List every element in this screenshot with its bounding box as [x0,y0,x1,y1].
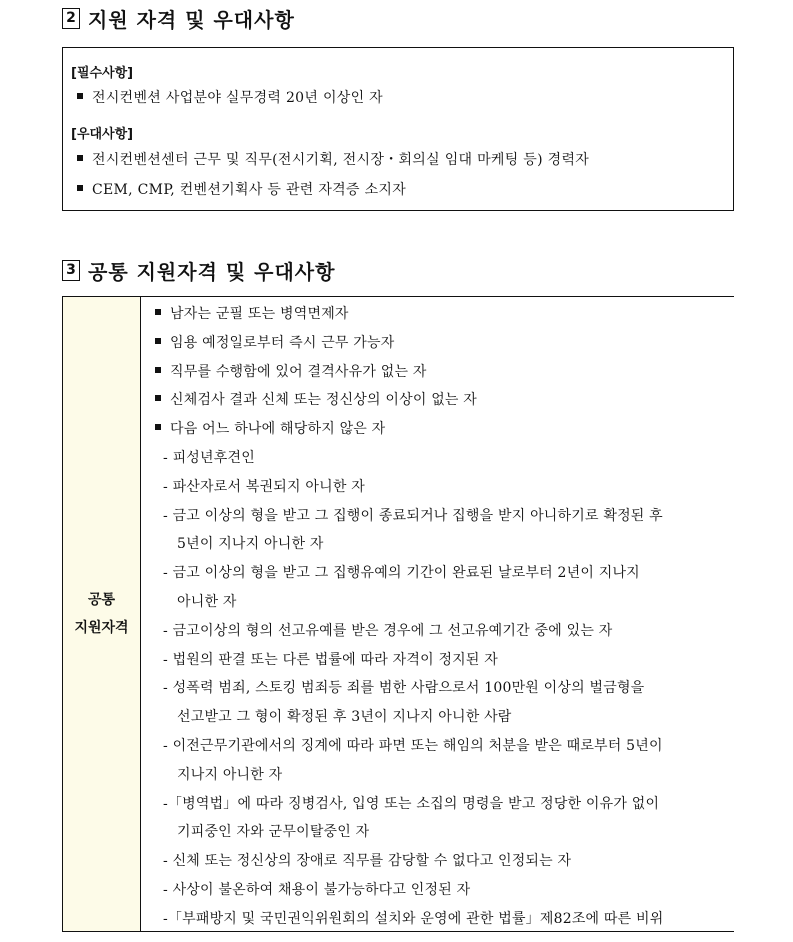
qualification-content-cell [141,297,734,931]
dash-item: - 이전근무기관에서의 징계에 따라 파면 또는 해임의 처분을 받은 때로부터 5년이 [163,738,663,754]
square-bullet-icon [155,309,161,315]
section-3-title [62,255,335,285]
dash-item: -「병역법」에 따라 징병검사, 입영 또는 소집의 명령을 받고 정당한 이유가 없이 [163,796,660,812]
dash-item-continuation: 지나지 아니한 자 [177,767,283,783]
required-label: [필수사항] [71,66,134,81]
section-2-title [62,3,295,33]
dash-item: - 금고이상의 형의 선고유예를 받은 경우에 그 선고유예기간 중에 있는 자 [163,623,613,639]
dash-item: - 파산자로서 복권되지 아니한 자 [163,479,365,495]
preferred-item: 전시컨벤션센터 근무 및 직무(전시기획, 전시장・회의실 임대 마케팅 등) 경력자 [77,149,589,169]
square-bullet-icon [155,338,161,344]
section-3-number: 3 [62,260,80,281]
dash-item: - 금고 이상의 형을 받고 그 집행유예의 기간이 완료된 날로부터 2년이 지나지 [163,565,640,581]
required-item: 전시컨벤션 사업분야 실무경력 20년 이상인 자 [77,87,383,107]
row-header-cell [63,297,141,931]
square-bullet-icon [77,155,83,161]
dash-item: - 피성년후견인 [163,450,255,466]
row-header-line-2: 지원자격 [74,620,129,636]
square-bullet-icon [155,424,161,430]
bullet-item: 직무를 수행함에 있어 결격사유가 없는 자 [155,361,427,381]
square-bullet-icon [155,367,161,373]
row-header-line-1: 공통 [87,592,116,608]
dash-item-continuation: 아니한 자 [177,594,237,610]
square-bullet-icon [155,395,161,401]
section-2-title-text: 지원 자격 및 우대사항 [88,7,295,32]
square-bullet-icon [77,185,83,191]
dash-item-continuation: 선고받고 그 형이 확정된 후 3년이 지나지 아니한 사람 [177,709,512,725]
bullet-item: 남자는 군필 또는 병역면제자 [155,303,349,323]
preferred-item: CEM, CMP, 컨벤션기획사 등 관련 자격증 소지자 [77,179,406,199]
dash-item: -「부패방지 및 국민권익위원회의 설치와 운영에 관한 법률」제82조에 따른 비위 [163,911,664,927]
dash-item: - 금고 이상의 형을 받고 그 집행이 종료되거나 집행을 받지 아니하기로 확정된 후 [163,508,663,524]
preferred-label: [우대사항] [71,127,134,142]
section-2-box [62,47,734,211]
dash-item-continuation: 기피중인 자와 군무이탈중인 자 [177,824,370,840]
square-bullet-icon [77,93,83,99]
bullet-item: 임용 예정일로부터 즉시 근무 가능자 [155,332,394,352]
dash-item: - 법원의 판결 또는 다른 법률에 따라 자격이 정지된 자 [163,652,498,668]
dash-item-continuation: 5년이 지나지 아니한 자 [177,536,324,552]
dash-item: - 성폭력 범죄, 스토킹 범죄등 죄를 범한 사람으로서 100만원 이상의 벌금형을 [163,680,645,696]
bullet-item: 신체검사 결과 신체 또는 정신상의 이상이 없는 자 [155,389,477,409]
section-3-title-text: 공통 지원자격 및 우대사항 [88,259,336,284]
common-qualification-table [62,296,734,932]
dash-item: - 사상이 불온하여 채용이 불가능하다고 인정된 자 [163,882,471,898]
section-2-number: 2 [62,8,80,29]
dash-item: - 신체 또는 정신상의 장애로 직무를 감당할 수 없다고 인정되는 자 [163,853,572,869]
bullet-item: 다음 어느 하나에 해당하지 않은 자 [155,418,385,438]
